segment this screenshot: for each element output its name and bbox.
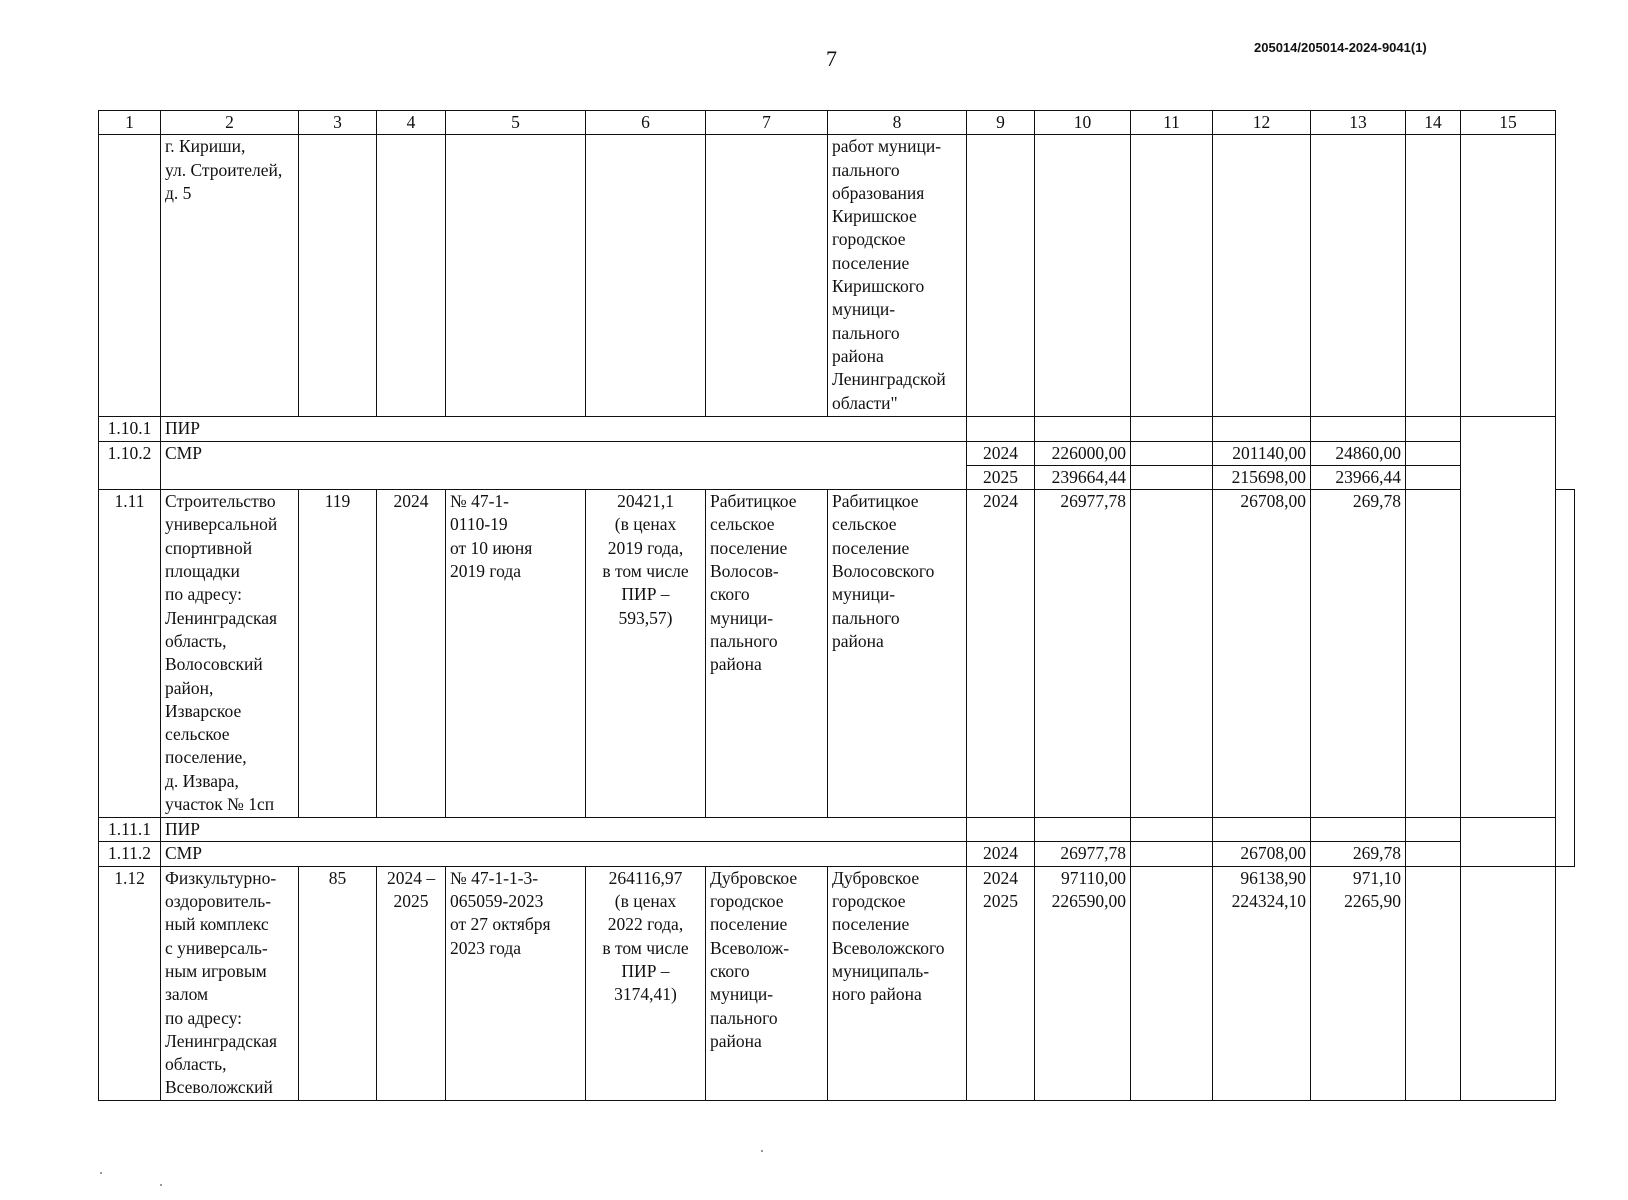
amount-local — [1311, 866, 1406, 1100]
text-line: ПИР – — [621, 584, 670, 605]
cell-empty — [446, 135, 586, 417]
text-line: работ муници- — [832, 136, 942, 157]
scan-speck — [160, 1184, 162, 1186]
header-cell: 10 — [1035, 111, 1131, 135]
amount-local: 24860,00 — [1311, 441, 1406, 465]
amount-local: 269,78 — [1311, 842, 1406, 866]
text-line: Волосов- — [710, 561, 779, 582]
header-cell: 11 — [1131, 111, 1213, 135]
text-line: № 47-1-1-3- — [450, 867, 539, 888]
text-line: ным игровым — [165, 960, 267, 981]
amount-total: 26977,78 — [1035, 842, 1131, 866]
text-line: 96138,90 — [1240, 867, 1306, 888]
text-line: Изварское — [165, 700, 242, 721]
text-line: 971,10 — [1352, 867, 1401, 888]
text-line: района — [710, 654, 762, 675]
cell-empty — [1406, 818, 1461, 842]
table-row — [99, 866, 1575, 1100]
text-line: Всеволожского — [832, 937, 945, 958]
text-line: 2022 года, — [607, 914, 684, 935]
text-line: Физкультурно- — [165, 867, 277, 888]
cell-empty — [1131, 866, 1213, 1100]
cell-empty — [1406, 465, 1461, 489]
text-line: муници- — [832, 584, 896, 605]
header-cell: 12 — [1213, 111, 1311, 135]
text-line: поселение — [832, 252, 910, 273]
object-owner — [828, 490, 967, 818]
scan-speck — [761, 1150, 763, 1152]
amount-regional: 26708,00 — [1213, 842, 1311, 866]
text-line: в том числе — [602, 561, 689, 582]
cell-empty — [1131, 417, 1213, 441]
text-line: поселение — [832, 537, 910, 558]
cell-empty — [99, 135, 161, 417]
text-line: (в ценах — [614, 891, 677, 912]
text-line: муници- — [832, 299, 896, 320]
header-cell: 2 — [161, 111, 299, 135]
table-row — [99, 135, 1575, 417]
year: 2024 — [967, 441, 1035, 465]
row-number: 1.10.2 — [99, 441, 161, 490]
cell-empty — [1131, 490, 1213, 818]
cell-empty — [1406, 866, 1461, 1100]
cell-empty — [967, 135, 1035, 417]
header-cell: 7 — [706, 111, 828, 135]
cell-empty — [1406, 842, 1461, 866]
cell-empty — [1131, 135, 1213, 417]
object-name — [161, 490, 299, 818]
amount-regional: 26708,00 — [1213, 490, 1311, 818]
cell-empty — [967, 818, 1035, 842]
header-cell: 14 — [1406, 111, 1461, 135]
capacity: 85 — [299, 866, 377, 1100]
text-line: д. 5 — [165, 182, 192, 203]
text-line: д. Извара, — [165, 770, 239, 791]
text-line: 2023 года — [450, 937, 522, 958]
cell-empty — [1213, 417, 1311, 441]
row-number: 1.12 — [99, 866, 161, 1100]
text-line: 2024 — [983, 867, 1018, 888]
amount-regional: 201140,00 — [1213, 441, 1311, 465]
text-line: пального — [832, 159, 900, 180]
text-line: Рабитицкое — [710, 491, 797, 512]
text-line: Всеволожский — [165, 1077, 273, 1098]
text-line: площадки — [165, 561, 240, 582]
object-address — [161, 135, 299, 417]
text-line: от 27 октября — [450, 914, 551, 935]
table-row — [99, 441, 1575, 465]
row-label: СМР — [161, 842, 967, 866]
amount-regional: 215698,00 — [1213, 465, 1311, 489]
header-row — [99, 111, 1575, 135]
text-line: сельское — [710, 514, 775, 535]
cell-empty — [1461, 417, 1556, 818]
cell-empty — [1406, 490, 1461, 818]
text-line: 20421,1 — [617, 491, 674, 512]
object-owner — [828, 135, 967, 417]
cell-empty — [706, 135, 828, 417]
customer — [706, 866, 828, 1100]
text-line: пального — [710, 1007, 778, 1028]
cell-empty — [967, 417, 1035, 441]
text-line: 226590,00 — [1051, 891, 1126, 912]
header-cell: 3 — [299, 111, 377, 135]
cell-empty — [1406, 441, 1461, 465]
header-cell: 9 — [967, 111, 1035, 135]
text-line: (в ценах — [614, 514, 677, 535]
cell-empty — [1035, 818, 1131, 842]
text-line: поселение — [710, 537, 788, 558]
cell-empty — [1035, 135, 1131, 417]
row-number: 1.11 — [99, 490, 161, 818]
cell-empty — [1461, 135, 1556, 417]
text-line: ного района — [832, 984, 922, 1005]
object-name — [161, 866, 299, 1100]
text-line: залом — [165, 984, 209, 1005]
text-line: спортивной — [165, 537, 253, 558]
text-line: 264116,97 — [608, 867, 683, 888]
text-line: Киришское — [832, 206, 917, 227]
text-line: район, — [165, 677, 214, 698]
text-line: 224324,10 — [1231, 891, 1306, 912]
text-line: 065059-2023 — [450, 891, 544, 912]
text-line: 2025 — [393, 891, 429, 912]
cell-empty — [1406, 417, 1461, 441]
row-label: ПИР — [161, 417, 967, 441]
text-line: 2019 года, — [607, 537, 684, 558]
table-row — [99, 818, 1575, 842]
cell-empty — [1311, 818, 1406, 842]
cell-empty — [299, 135, 377, 417]
text-line: района — [832, 630, 884, 651]
text-line: сельское — [832, 514, 897, 535]
text-line: 593,57) — [618, 607, 673, 628]
text-line: по адресу: — [165, 584, 243, 605]
text-line: универсальной — [165, 514, 278, 535]
text-line: муници- — [710, 984, 774, 1005]
text-line: Волосовский — [165, 654, 263, 675]
text-line: по адресу: — [165, 1007, 243, 1028]
text-line: района — [710, 1030, 762, 1051]
text-line: 0110-19 — [450, 514, 508, 535]
cell-empty — [1213, 818, 1311, 842]
cell-empty — [586, 135, 706, 417]
amount-local: 269,78 — [1311, 490, 1406, 818]
text-line: пального — [832, 322, 900, 343]
amount-local: 23966,44 — [1311, 465, 1406, 489]
expertise — [446, 490, 586, 818]
cell-empty — [1213, 135, 1311, 417]
text-line: муници- — [710, 607, 774, 628]
text-line: ского — [710, 960, 750, 981]
text-line: муниципаль- — [832, 960, 930, 981]
text-line: 2025 — [983, 891, 1018, 912]
amount-total: 226000,00 — [1035, 441, 1131, 465]
text-line: образования — [832, 182, 925, 203]
customer — [706, 490, 828, 818]
text-line: поселение — [832, 914, 910, 935]
text-line: ул. Строителей, — [165, 159, 283, 180]
text-line: области" — [832, 392, 898, 413]
header-cell: 13 — [1311, 111, 1406, 135]
text-line: участок № 1сп — [165, 794, 275, 815]
text-line: ПИР – — [621, 960, 670, 981]
cell-empty — [1311, 417, 1406, 441]
text-line: Ленинградской — [832, 369, 946, 390]
row-label: СМР — [161, 441, 967, 490]
text-line: Киришского — [832, 276, 925, 297]
cell-empty — [1406, 135, 1461, 417]
header-cell: 1 — [99, 111, 161, 135]
text-line: Ленинградская — [165, 1030, 278, 1051]
text-line: № 47-1- — [450, 491, 509, 512]
header-cell: 15 — [1461, 111, 1556, 135]
text-line: в том числе — [602, 937, 689, 958]
text-line: область, — [165, 630, 227, 651]
cell-empty — [1131, 441, 1213, 465]
year: 2024 — [967, 490, 1035, 818]
budget-table — [98, 110, 1575, 1101]
text-line: г. Кириши, — [165, 136, 246, 157]
year: 2025 — [967, 465, 1035, 489]
text-line: Строительство — [165, 491, 276, 512]
text-line: городское — [710, 891, 784, 912]
text-line: 97110,00 — [1061, 867, 1126, 888]
row-number: 1.11.1 — [99, 818, 161, 842]
text-line: 2019 года — [450, 561, 522, 582]
table-row — [99, 842, 1575, 866]
expertise — [446, 866, 586, 1100]
amount-total — [1035, 866, 1131, 1100]
amount-total: 26977,78 — [1035, 490, 1131, 818]
object-owner — [828, 866, 967, 1100]
row-number: 1.10.1 — [99, 417, 161, 441]
header-cell: 5 — [446, 111, 586, 135]
text-line: поселение, — [165, 747, 247, 768]
cell-empty — [1035, 417, 1131, 441]
cell-empty — [377, 135, 446, 417]
year: 2024 — [967, 842, 1035, 866]
period: 2024 — [377, 490, 446, 818]
text-line: пального — [710, 630, 778, 651]
page-number: 7 — [826, 46, 837, 71]
text-line: Рабитицкое — [832, 491, 919, 512]
amount-total: 239664,44 — [1035, 465, 1131, 489]
text-line: Дубровское — [710, 867, 798, 888]
table-row — [99, 417, 1575, 441]
text-line: 3174,41) — [614, 984, 677, 1005]
header-cell: 6 — [586, 111, 706, 135]
cell-empty — [1311, 135, 1406, 417]
text-line: Дубровское — [832, 867, 920, 888]
header-cell: 8 — [828, 111, 967, 135]
text-line: района — [832, 345, 884, 366]
text-line: городское — [832, 891, 906, 912]
text-line: городское — [832, 229, 906, 250]
cell-empty — [1461, 866, 1556, 1100]
period — [377, 866, 446, 1100]
text-line: ского — [710, 584, 750, 605]
row-number: 1.11.2 — [99, 842, 161, 866]
capacity: 119 — [299, 490, 377, 818]
scan-speck — [100, 1172, 102, 1174]
text-line: оздоровитель- — [165, 891, 272, 912]
cell-empty — [1131, 465, 1213, 489]
document-reference: 205014/205014-2024-9041(1) — [1254, 40, 1427, 55]
cell-empty — [1556, 490, 1575, 867]
amount-regional — [1213, 866, 1311, 1100]
text-line: сельское — [165, 724, 230, 745]
text-line: от 10 июня — [450, 537, 533, 558]
estimated-cost — [586, 490, 706, 818]
text-line: 2024 – — [386, 867, 436, 888]
estimated-cost — [586, 866, 706, 1100]
header-cell: 4 — [377, 111, 446, 135]
row-label: ПИР — [161, 818, 967, 842]
text-line: Ленинградская — [165, 607, 278, 628]
text-line: ный комплекс — [165, 914, 269, 935]
text-line: Волосовского — [832, 561, 935, 582]
text-line: Всеволож- — [710, 937, 790, 958]
text-line: 2265,90 — [1344, 891, 1401, 912]
text-line: область, — [165, 1054, 227, 1075]
year — [967, 866, 1035, 1100]
text-line: пального — [832, 607, 900, 628]
text-line: поселение — [710, 914, 788, 935]
table-row — [99, 490, 1575, 818]
cell-empty — [1131, 842, 1213, 866]
cell-empty — [1131, 818, 1213, 842]
text-line: с универсаль- — [165, 937, 268, 958]
